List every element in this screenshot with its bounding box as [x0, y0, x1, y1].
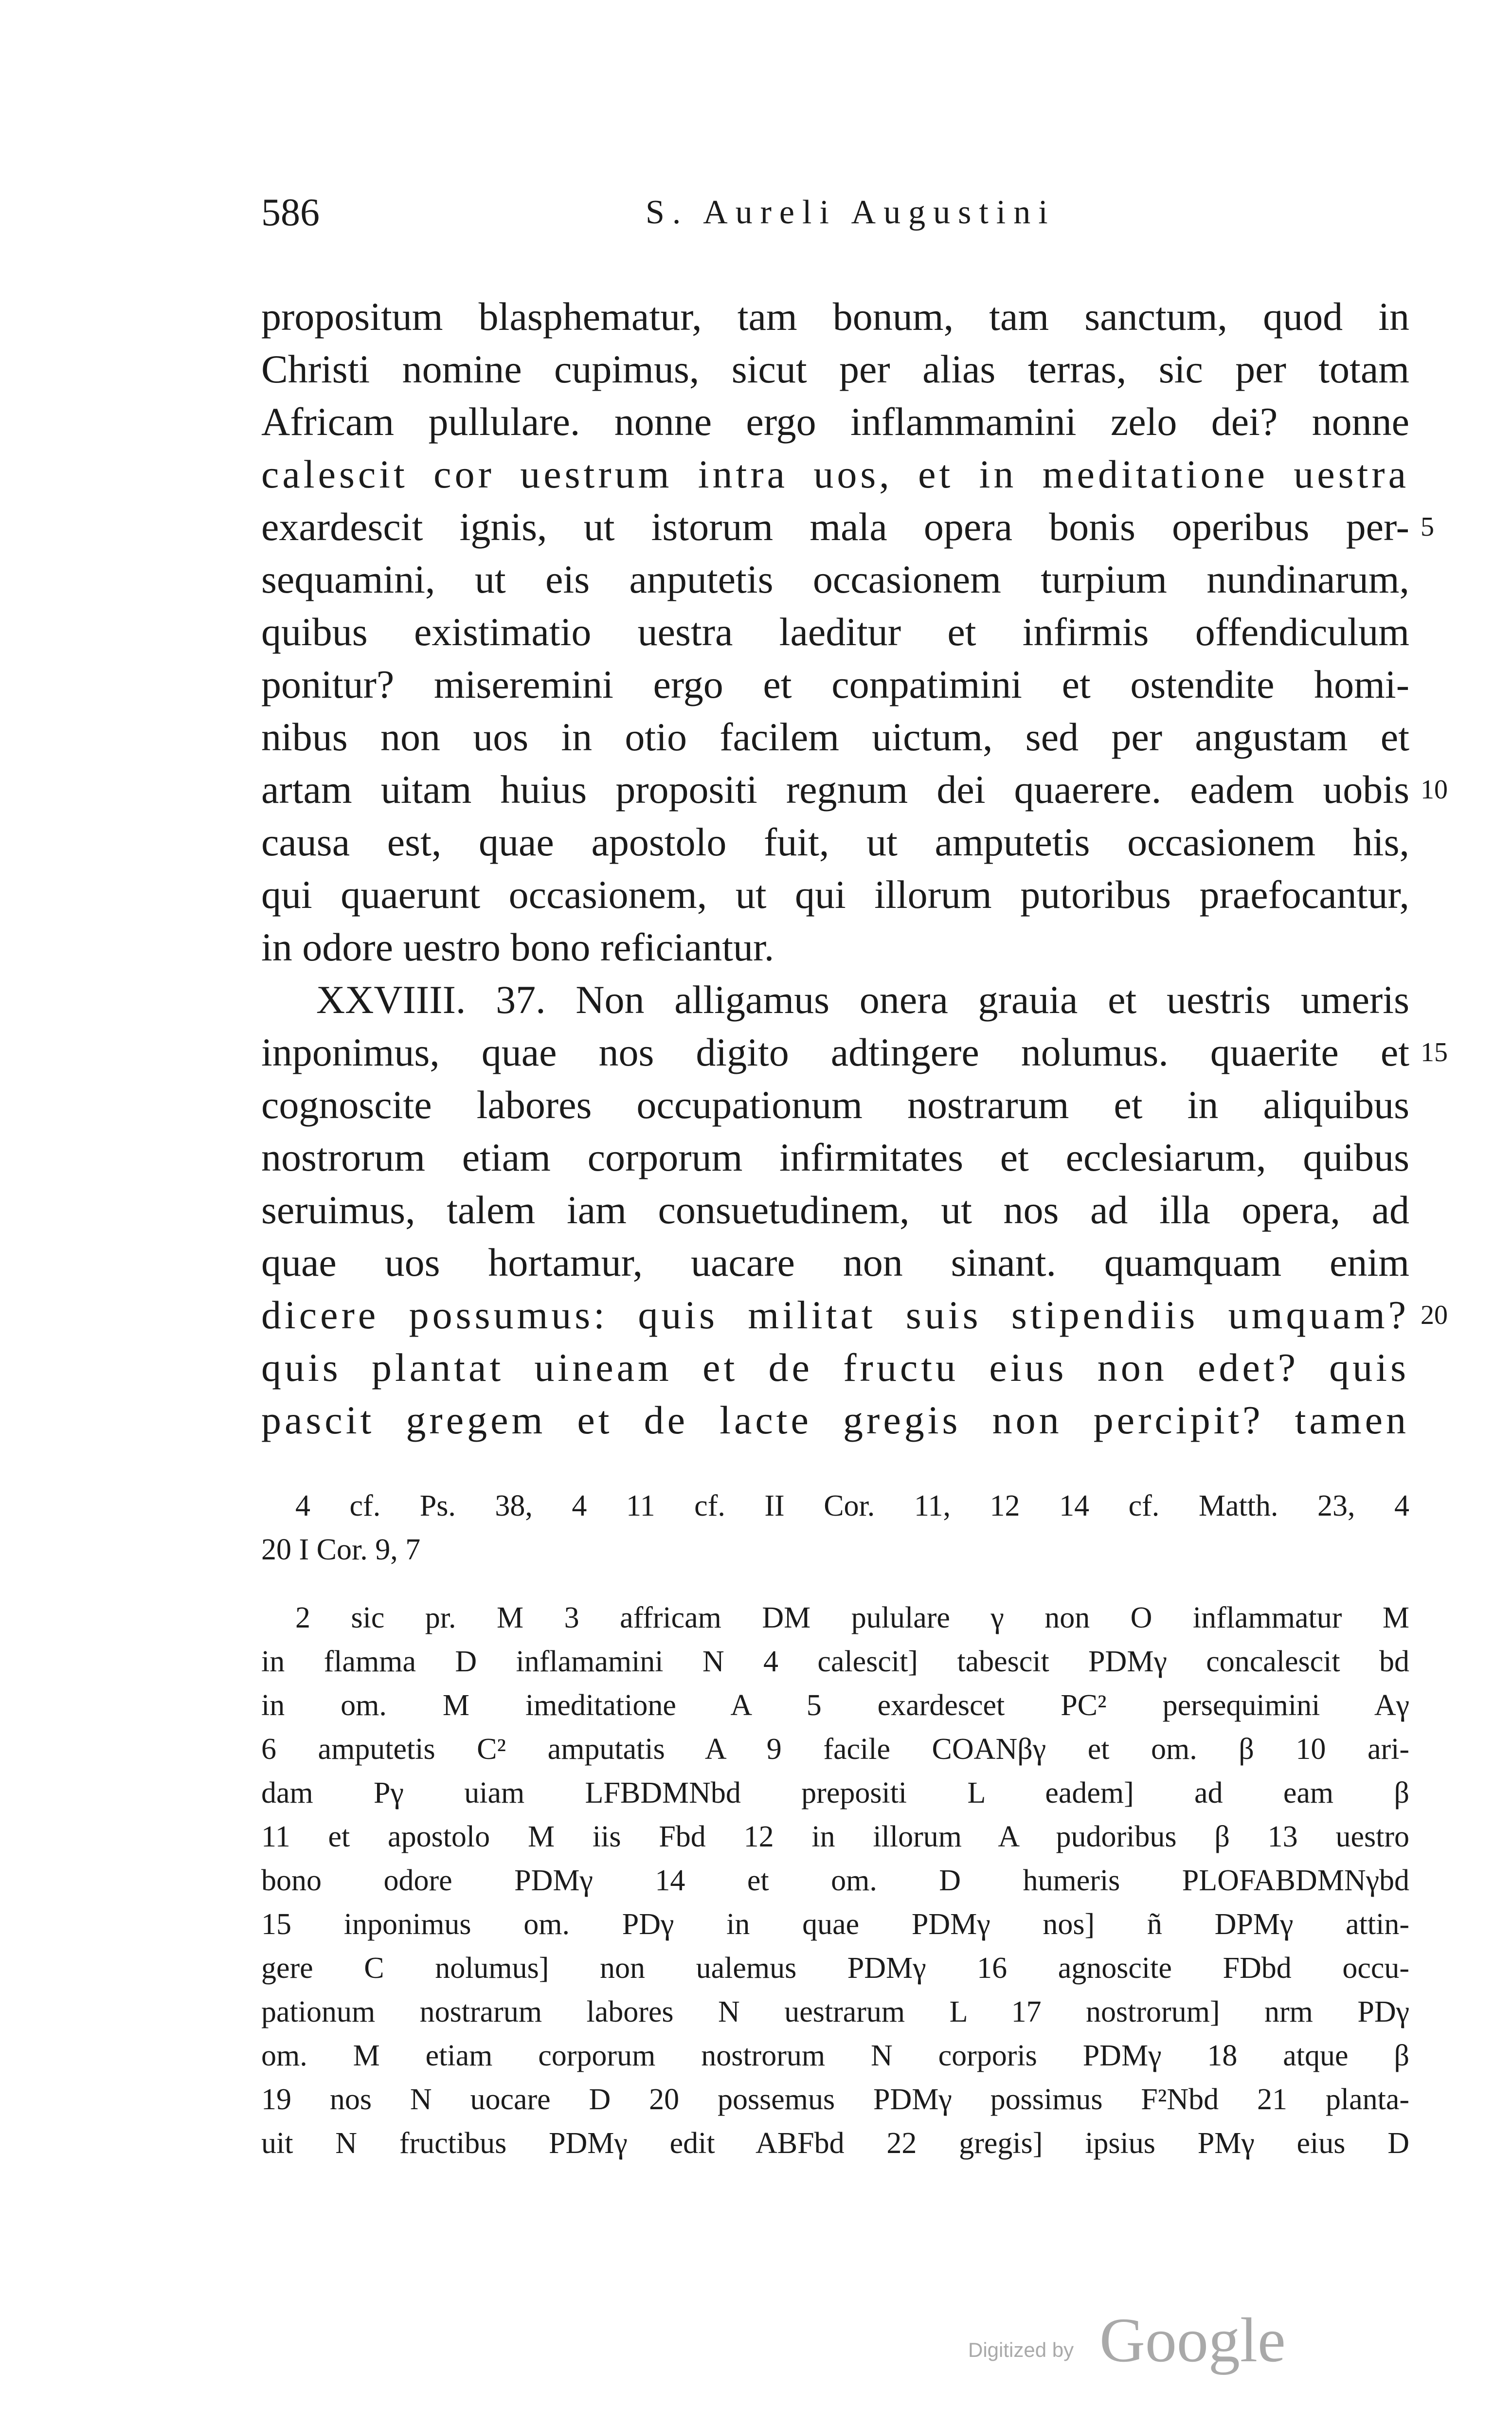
- watermark-digitized-by: Digitized by: [968, 2338, 1074, 2361]
- text-line: calescit cor uestrum intra uos, et in meditatione uestra: [261, 452, 1409, 496]
- apparatus-line: in flamma D inflamamini N 4 calescit] tabescit PDMγ concalescit bd: [261, 1645, 1409, 1678]
- text-line: nibus non uos in otio facilem uictum, sed per angustam et: [261, 715, 1409, 759]
- text-line: sequamini, ut eis anputetis occasionem turpium nundinarum,: [261, 557, 1409, 601]
- text-line: seruimus, talem iam consuetudinem, ut nos ad illa opera, ad: [261, 1188, 1409, 1232]
- apparatus-line: 2 sic pr. M 3 affricam DM pululare γ non O inflammatur M: [295, 1601, 1409, 1634]
- page-header: [261, 181, 1409, 244]
- line-number: 20: [1421, 1300, 1448, 1330]
- apparatus-line: gere C nolumus] non ualemus PDMγ 16 agnoscite FDbd occu-: [261, 1952, 1409, 1985]
- digitization-watermark: [968, 2305, 1286, 2375]
- text-line: quae uos hortamur, uacare non sinant. quamquam enim: [261, 1240, 1409, 1285]
- apparatus-line: in om. M imeditatione A 5 exardescet PC² persequimini Aγ: [261, 1689, 1409, 1722]
- text-line: cognoscite labores occupationum nostrarum et in aliquibus: [261, 1083, 1409, 1127]
- text-line: exardescit ignis, ut istorum mala opera bonis operibus per-: [261, 505, 1409, 549]
- reference-line: 20 I Cor. 9, 7: [261, 1533, 421, 1566]
- text-line: Africam pullulare. nonne ergo inflammamini zelo dei? nonne: [261, 399, 1409, 444]
- apparatus-line: 11 et apostolo M iis Fbd 12 in illorum A pudoribus β 13 uestro: [261, 1820, 1409, 1853]
- section-heading-line: XXVIIII. 37. Non alligamus onera grauia et uestris umeris: [316, 977, 1409, 1022]
- text-line: dicere possumus: quis militat suis stipendiis umquam?: [261, 1293, 1409, 1337]
- page-number: 586: [261, 191, 320, 234]
- running-title: S. Aureli Augustini: [646, 194, 1056, 231]
- line-number: 15: [1421, 1037, 1448, 1068]
- text-line: causa est, quae apostolo fuit, ut amputetis occasionem his,: [261, 820, 1409, 864]
- text-line: Christi nomine cupimus, sicut per alias terras, sic per totam: [261, 347, 1409, 391]
- text-line: quis plantat uineam et de fructu eius non edet? quis: [261, 1345, 1409, 1390]
- text-line: in odore uestro bono reficiantur.: [261, 925, 774, 969]
- reference-line: 4 cf. Ps. 38, 4 11 cf. II Cor. 11, 12 14 cf. Matth. 23, 4: [295, 1489, 1409, 1522]
- google-logo: Google: [1099, 2305, 1286, 2375]
- apparatus-line: 6 amputetis C² amputatis A 9 facile COANβγ et om. β 10 ari-: [261, 1733, 1409, 1766]
- text-line: nostrorum etiam corporum infirmitates et ecclesiarum, quibus: [261, 1135, 1409, 1179]
- apparatus-line: 19 nos N uocare D 20 possemus PDMγ possimus F²Nbd 21 planta-: [261, 2083, 1409, 2116]
- apparatus-line: uit N fructibus PDMγ edit ABFbd 22 gregis] ipsius PMγ eius D: [261, 2127, 1409, 2160]
- line-number: 5: [1421, 512, 1434, 542]
- text-line: inponimus, quae nos digito adtingere nolumus. quaerite et: [261, 1030, 1409, 1074]
- apparatus-line: om. M etiam corporum nostrorum N corporis PDMγ 18 atque β: [261, 2039, 1409, 2072]
- text-line: propositum blasphematur, tam bonum, tam sanctum, quod in: [261, 294, 1409, 339]
- text-line: qui quaerunt occasionem, ut qui illorum putoribus praefocantur,: [261, 872, 1409, 917]
- text-line: artam uitam huius propositi regnum dei quaerere. eadem uobis: [261, 767, 1409, 812]
- apparatus-line: dam Pγ uiam LFBDMNbd prepositi L eadem] ad eam β: [261, 1776, 1409, 1810]
- apparatus-line: pationum nostrarum labores N uestrarum L 17 nostrorum] nrm PDγ: [261, 1995, 1409, 2028]
- text-line: ponitur? miseremini ergo et conpatimini et ostendite homi-: [261, 662, 1409, 706]
- line-number: 10: [1421, 775, 1448, 805]
- text-line: quibus existimatio uestra laeditur et infirmis offendiculum: [261, 610, 1409, 654]
- apparatus-line: 15 inponimus om. PDγ in quae PDMγ nos] ñ DPMγ attin-: [261, 1908, 1409, 1941]
- apparatus-line: bono odore PDMγ 14 et om. D humeris PLOFABDMNγbd: [261, 1864, 1409, 1897]
- text-line: pascit gregem et de lacte gregis non percipit? tamen: [261, 1398, 1409, 1442]
